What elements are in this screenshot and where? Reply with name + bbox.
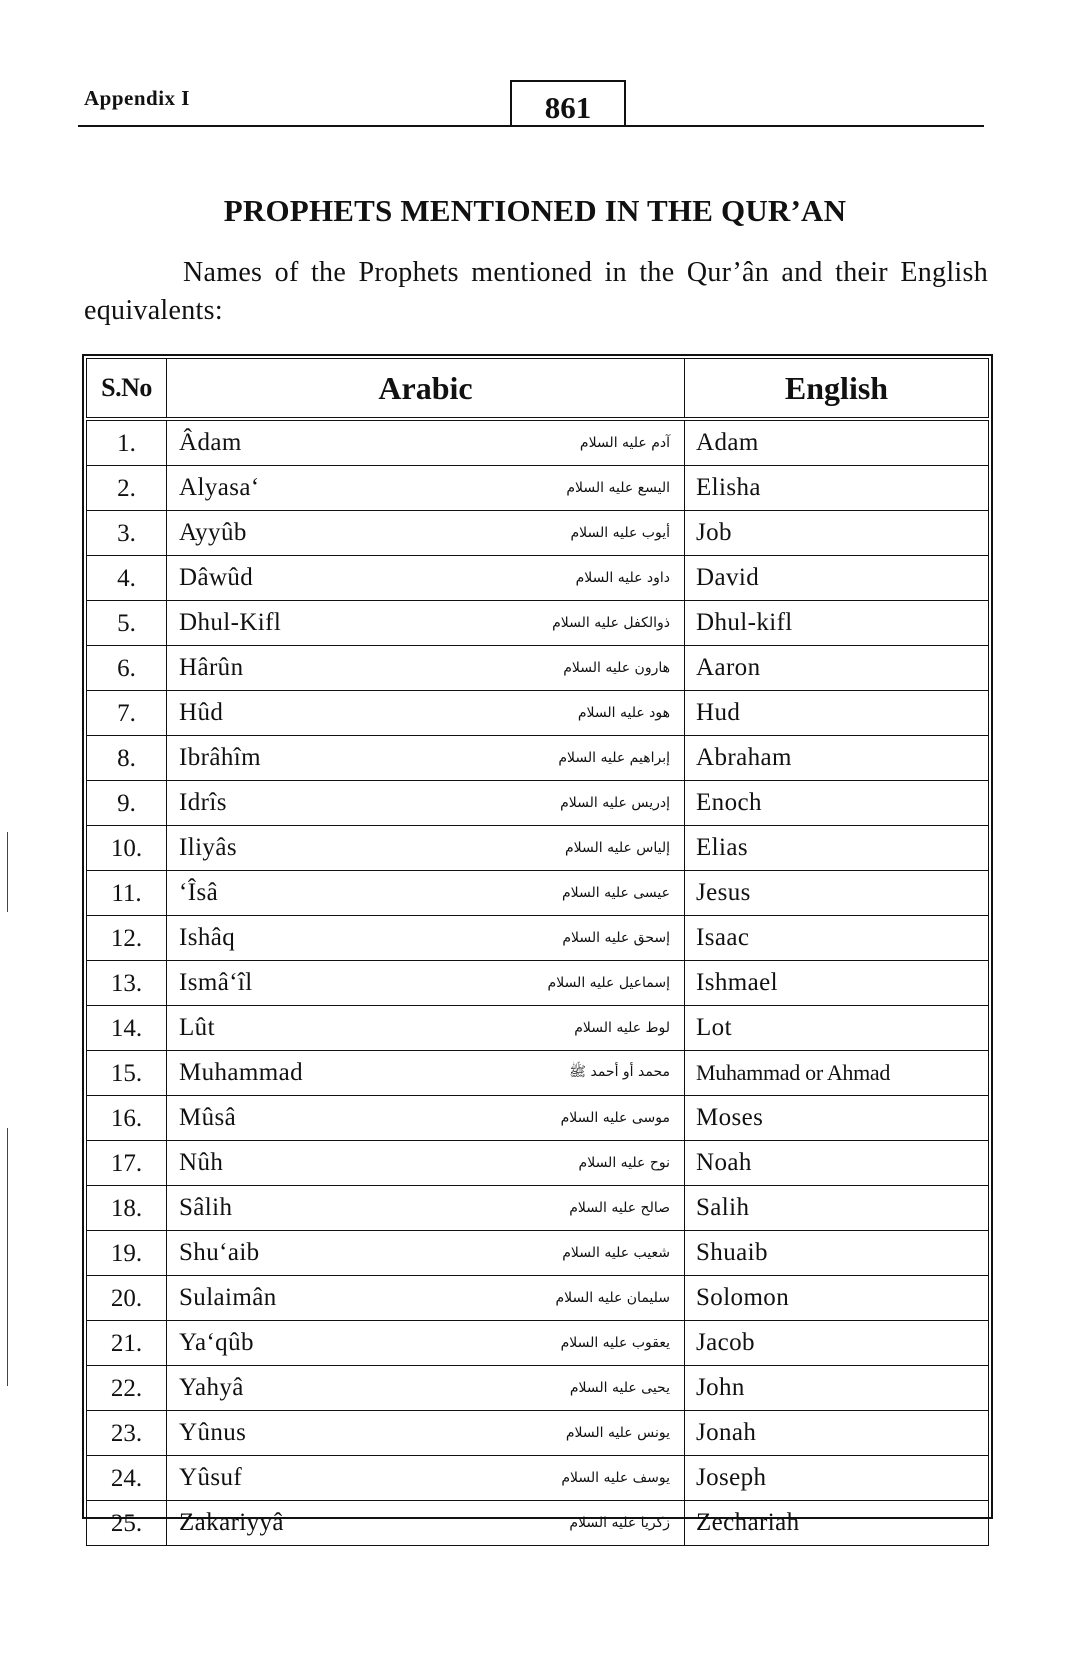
transliteration: Ismâ‘îl xyxy=(179,969,253,996)
arabic-cell xyxy=(167,646,685,691)
arabic-script: إدريس عليه السلام xyxy=(560,795,670,811)
row-number: 23. xyxy=(87,1411,167,1456)
arabic-cell xyxy=(167,916,685,961)
arabic-cell xyxy=(167,1276,685,1321)
transliteration: Lût xyxy=(179,1014,215,1041)
arabic-script: إسماعيل عليه السلام xyxy=(547,975,670,991)
arabic-script: عيسى عليه السلام xyxy=(561,885,670,901)
transliteration: Hûd xyxy=(179,699,224,726)
header-rule xyxy=(78,125,984,127)
table-row xyxy=(87,601,989,646)
transliteration: Ishâq xyxy=(179,924,236,951)
arabic-script: ذوالكفل عليه السلام xyxy=(552,615,670,631)
arabic-cell xyxy=(167,556,685,601)
arabic-cell xyxy=(167,961,685,1006)
row-number: 5. xyxy=(87,601,167,646)
arabic-script: صالح عليه السلام xyxy=(569,1200,670,1216)
transliteration: Âdam xyxy=(179,429,242,456)
page-number: 861 xyxy=(510,80,626,127)
arabic-script: شعيب عليه السلام xyxy=(562,1245,670,1261)
arabic-script: هارون عليه السلام xyxy=(563,660,670,676)
arabic-script: إسحق عليه السلام xyxy=(562,930,670,946)
row-number: 19. xyxy=(87,1231,167,1276)
arabic-cell xyxy=(167,781,685,826)
arabic-cell xyxy=(167,1501,685,1546)
arabic-script: سليمان عليه السلام xyxy=(555,1290,670,1306)
row-number: 4. xyxy=(87,556,167,601)
page-title: PROPHETS MENTIONED IN THE QUR’AN xyxy=(223,193,847,228)
english-name: Lot xyxy=(685,1006,989,1051)
arabic-cell xyxy=(167,1411,685,1456)
transliteration: Yûsuf xyxy=(179,1464,243,1491)
english-name: Elisha xyxy=(685,466,989,511)
english-name: John xyxy=(685,1366,989,1411)
row-number: 11. xyxy=(87,871,167,916)
transliteration: Ayyûb xyxy=(179,519,247,546)
english-name: Jesus xyxy=(685,871,989,916)
arabic-cell xyxy=(167,1456,685,1501)
table-body xyxy=(87,419,989,1546)
table-row xyxy=(87,511,989,556)
row-number: 18. xyxy=(87,1186,167,1231)
column-header-sno: S.No xyxy=(87,359,167,420)
row-number: 1. xyxy=(87,419,167,466)
transliteration: Ibrâhîm xyxy=(179,744,261,771)
arabic-cell xyxy=(167,1096,685,1141)
table-row xyxy=(87,1006,989,1051)
arabic-script: هود عليه السلام xyxy=(577,705,670,721)
arabic-script: إبراهيم عليه السلام xyxy=(558,750,670,766)
english-name: Enoch xyxy=(685,781,989,826)
transliteration: Ya‘qûb xyxy=(179,1329,254,1356)
transliteration: Zakariyyâ xyxy=(179,1509,284,1536)
transliteration: Nûh xyxy=(179,1149,224,1176)
row-number: 24. xyxy=(87,1456,167,1501)
transliteration: ‘Îsâ xyxy=(179,879,219,906)
arabic-script: زكريا عليه السلام xyxy=(569,1515,670,1531)
arabic-cell xyxy=(167,1186,685,1231)
arabic-cell xyxy=(167,871,685,916)
row-number: 6. xyxy=(87,646,167,691)
transliteration: Dâwûd xyxy=(179,564,254,591)
arabic-script: يعقوب عليه السلام xyxy=(560,1335,670,1351)
table-row xyxy=(87,1186,989,1231)
arabic-script: نوح عليه السلام xyxy=(578,1155,670,1171)
transliteration: Dhul-Kifl xyxy=(179,609,282,636)
arabic-cell xyxy=(167,1006,685,1051)
arabic-cell xyxy=(167,1366,685,1411)
transliteration: Alyasa‘ xyxy=(179,474,260,501)
transliteration: Yûnus xyxy=(179,1419,247,1446)
arabic-script: اليسع عليه السلام xyxy=(566,480,670,496)
table-row xyxy=(87,961,989,1006)
row-number: 7. xyxy=(87,691,167,736)
table-row xyxy=(87,871,989,916)
english-name: Aaron xyxy=(685,646,989,691)
transliteration: Iliyâs xyxy=(179,834,237,861)
row-number: 15. xyxy=(87,1051,167,1096)
row-number: 22. xyxy=(87,1366,167,1411)
transliteration: Idrîs xyxy=(179,789,227,816)
arabic-cell xyxy=(167,419,685,466)
arabic-script: يونس عليه السلام xyxy=(565,1425,670,1441)
table-row xyxy=(87,1411,989,1456)
table-row xyxy=(87,1231,989,1276)
scan-margin-mark xyxy=(7,1128,8,1386)
row-number: 12. xyxy=(87,916,167,961)
transliteration: Sâlih xyxy=(179,1194,233,1221)
english-name: Abraham xyxy=(685,736,989,781)
transliteration: Shu‘aib xyxy=(179,1239,260,1266)
english-name: Hud xyxy=(685,691,989,736)
english-name: Ishmael xyxy=(685,961,989,1006)
arabic-cell xyxy=(167,1231,685,1276)
table-header-row xyxy=(87,359,989,420)
arabic-script: آدم عليه السلام xyxy=(579,435,670,451)
english-name: Muhammad or Ahmad xyxy=(685,1051,989,1096)
row-number: 20. xyxy=(87,1276,167,1321)
arabic-cell xyxy=(167,1141,685,1186)
english-name: Isaac xyxy=(685,916,989,961)
english-name: Dhul-kifl xyxy=(685,601,989,646)
row-number: 10. xyxy=(87,826,167,871)
column-header-english: English xyxy=(685,359,989,420)
row-number: 13. xyxy=(87,961,167,1006)
arabic-script: أيوب عليه السلام xyxy=(570,525,670,541)
row-number: 21. xyxy=(87,1321,167,1366)
english-name: Solomon xyxy=(685,1276,989,1321)
english-name: David xyxy=(685,556,989,601)
english-name: Salih xyxy=(685,1186,989,1231)
table-row xyxy=(87,1276,989,1321)
arabic-script: موسى عليه السلام xyxy=(560,1110,670,1126)
transliteration: Mûsâ xyxy=(179,1104,237,1131)
table-row xyxy=(87,826,989,871)
arabic-cell xyxy=(167,511,685,556)
transliteration: Hârûn xyxy=(179,654,244,681)
arabic-cell xyxy=(167,601,685,646)
arabic-script: يوسف عليه السلام xyxy=(561,1470,670,1486)
appendix-label: Appendix I xyxy=(84,86,190,110)
row-number: 9. xyxy=(87,781,167,826)
english-name: Jacob xyxy=(685,1321,989,1366)
row-number: 17. xyxy=(87,1141,167,1186)
english-name: Zechariah xyxy=(685,1501,989,1546)
arabic-cell xyxy=(167,1321,685,1366)
transliteration: Yahyâ xyxy=(179,1374,244,1401)
prophets-table-frame xyxy=(82,354,993,1537)
arabic-script: إلياس عليه السلام xyxy=(564,840,670,856)
english-name: Joseph xyxy=(685,1456,989,1501)
row-number: 3. xyxy=(87,511,167,556)
english-name: Elias xyxy=(685,826,989,871)
table-row xyxy=(87,1141,989,1186)
table-row xyxy=(87,1501,989,1546)
english-name: Moses xyxy=(685,1096,989,1141)
arabic-script: يحيى عليه السلام xyxy=(569,1380,670,1396)
table-row xyxy=(87,736,989,781)
prophets-table xyxy=(86,358,989,1546)
table-row xyxy=(87,646,989,691)
row-number: 14. xyxy=(87,1006,167,1051)
column-header-arabic: Arabic xyxy=(167,359,685,420)
intro-paragraph: Names of the Prophets mentioned in the Qur’ân and their English equivalents: xyxy=(84,257,988,326)
row-number: 8. xyxy=(87,736,167,781)
table-row xyxy=(87,466,989,511)
table-row xyxy=(87,1366,989,1411)
row-number: 2. xyxy=(87,466,167,511)
arabic-cell xyxy=(167,1051,685,1096)
table-row xyxy=(87,1096,989,1141)
arabic-cell xyxy=(167,466,685,511)
english-name: Job xyxy=(685,511,989,556)
arabic-cell xyxy=(167,691,685,736)
row-number: 25. xyxy=(87,1501,167,1546)
scan-margin-mark xyxy=(7,832,8,912)
arabic-script: محمد أو أحمد ﷺ xyxy=(569,1064,670,1080)
table-row xyxy=(87,556,989,601)
arabic-cell xyxy=(167,826,685,871)
table-row xyxy=(87,1456,989,1501)
transliteration: Muhammad xyxy=(179,1059,304,1086)
table-row xyxy=(87,691,989,736)
table-row xyxy=(87,916,989,961)
transliteration: Sulaimân xyxy=(179,1284,277,1311)
english-name: Adam xyxy=(685,419,989,466)
arabic-cell xyxy=(167,736,685,781)
table-row xyxy=(87,1051,989,1096)
arabic-script: داود عليه السلام xyxy=(575,570,670,586)
table-row xyxy=(87,781,989,826)
arabic-script: لوط عليه السلام xyxy=(574,1020,670,1036)
table-row xyxy=(87,419,989,466)
english-name: Noah xyxy=(685,1141,989,1186)
english-name: Jonah xyxy=(685,1411,989,1456)
table-row xyxy=(87,1321,989,1366)
row-number: 16. xyxy=(87,1096,167,1141)
english-name: Shuaib xyxy=(685,1231,989,1276)
